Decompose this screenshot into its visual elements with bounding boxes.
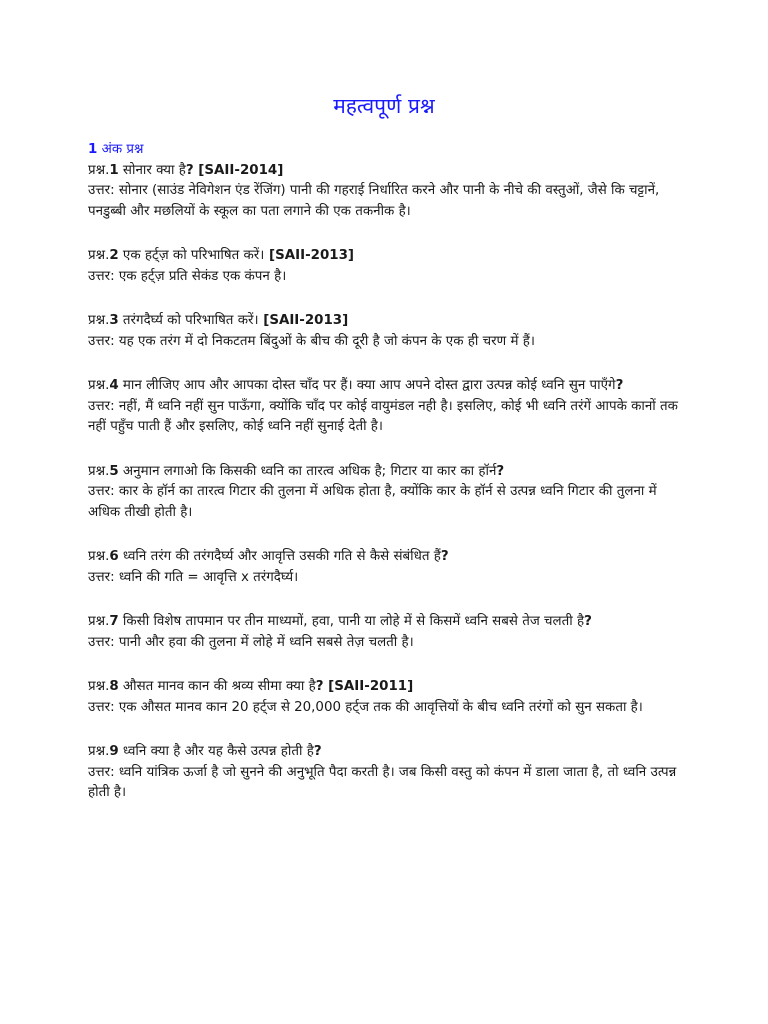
question-text: सोनार क्या है <box>118 162 186 178</box>
question-tag: ? <box>440 549 449 564</box>
question-number: 7 <box>109 614 119 629</box>
question-tag: ? [SAII-2014] <box>185 162 284 178</box>
question-number: 3 <box>109 313 119 328</box>
qa-item-8 <box>88 677 684 718</box>
question-tag: ? [SAII-2011] <box>315 679 414 694</box>
section-heading <box>88 140 684 161</box>
question <box>88 311 684 332</box>
section-label: अंक प्रश्न <box>101 142 144 157</box>
question-number: 1 <box>109 162 119 178</box>
answer: उत्तर: कार के हॉर्न का तारत्व गिटार की तुलना में अधिक होता है, क्योंकि कार के हॉर्न से उत्पन्न ध्वनि गिटार की तुलना में अधिक तीखी होती है। <box>88 484 657 520</box>
qa-item-4 <box>88 376 684 438</box>
question-number: 4 <box>109 378 119 393</box>
answer: उत्तर: एक औसत मानव कान 20 हर्ट्ज से 20,000 हर्ट्ज तक की आवृत्तियों के बीच ध्वनि तरंगों को सुन सकता है। <box>88 699 643 715</box>
question-prefix: प्रश्न. <box>88 549 110 564</box>
question-number: 6 <box>109 549 119 564</box>
question-prefix: प्रश्न. <box>88 378 110 393</box>
question <box>88 246 684 267</box>
question-text: किसी विशेष तापमान पर तीन माध्यमों, हवा, पानी या लोहे में से किसमें ध्वनि सबसे तेज चलती है <box>118 614 585 629</box>
question-tag: ? <box>584 614 592 629</box>
question <box>88 462 684 483</box>
answer: उत्तर: नहीं, मैं ध्वनि नहीं सुन पाऊँगा, क्योंकि चाँद पर कोई वायुमंडल नही है। इसलिए, कोई भी ध्वनि तरंगें आपके कानों तक नहीं पहुँच पाती हैं और इसलिए, कोई ध्वनि नहीं सुनाई देती है। <box>88 398 678 434</box>
question-tag: ? <box>313 744 322 759</box>
question <box>88 547 684 568</box>
question-tag: [SAII-2013] <box>258 313 349 328</box>
question-number: 2 <box>109 248 119 263</box>
question-tag: [SAII-2013] <box>264 248 355 263</box>
answer: उत्तर: ध्वनि की गति = आवृत्ति x तरंगदैर्घ्य। <box>88 569 299 585</box>
qa-item-5 <box>88 462 684 524</box>
question-text: एक हर्ट्ज़ को परिभाषित करें। <box>118 248 265 263</box>
question <box>88 742 684 763</box>
question-prefix: प्रश्न. <box>88 463 110 479</box>
question-text: औसत मानव कान की श्रव्य सीमा क्या है <box>118 679 316 694</box>
qa-item-6 <box>88 547 684 588</box>
question-prefix: प्रश्न. <box>88 162 110 178</box>
question-number: 8 <box>109 679 119 694</box>
qa-item-2 <box>88 246 684 287</box>
question-prefix: प्रश्न. <box>88 248 110 263</box>
question-number: 5 <box>109 463 119 479</box>
qa-item-7 <box>88 612 684 653</box>
question-text: ध्वनि तरंग की तरंगदैर्घ्य और आवृत्ति उसकी गति से कैसे संबंधित हैं <box>118 549 441 564</box>
qa-item-3 <box>88 311 684 352</box>
question-prefix: प्रश्न. <box>88 313 110 328</box>
question-prefix: प्रश्न. <box>88 614 110 629</box>
document-body <box>88 140 684 828</box>
answer: उत्तर: यह एक तरंग में दो निकटतम बिंदुओं के बीच की दूरी है जो कंपन के एक ही चरण में हैं। <box>88 333 535 349</box>
question-text: ध्वनि क्या है और यह कैसे उत्पन्न होती है <box>118 744 314 759</box>
page-title: महत्वपूर्ण प्रश्न <box>333 94 435 118</box>
question-text: तरंगदैर्घ्य को परिभाषित करें। <box>118 313 259 328</box>
question <box>88 677 684 698</box>
question <box>88 612 684 633</box>
answer: उत्तर: एक हर्ट्ज़ प्रति सेकंड एक कंपन है। <box>88 268 287 284</box>
section-number: 1 <box>88 142 98 157</box>
question <box>88 376 684 397</box>
answer: उत्तर: ध्वनि यांत्रिक ऊर्जा है जो सुनने की अनुभूति पैदा करती है। जब किसी वस्तु को कंपन में डाला जाता है, तो ध्वनि उत्पन्न होती है। <box>88 764 677 800</box>
question-prefix: प्रश्न. <box>88 679 110 694</box>
qa-item-9 <box>88 742 684 804</box>
question-text: अनुमान लगाओ कि किसकी ध्वनि का तारत्व अधिक है; गिटार या कार का हॉर्न <box>118 463 497 479</box>
question-number: 9 <box>109 744 119 759</box>
answer: उत्तर: पानी और हवा की तुलना में लोहे में ध्वनि सबसे तेज़ चलती है। <box>88 634 414 650</box>
question-tag: ? <box>496 463 505 479</box>
question-tag: ? <box>615 378 624 393</box>
question-text: मान लीजिए आप और आपका दोस्त चाँद पर हैं। क्या आप अपने दोस्त द्वारा उत्पन्न कोई ध्वनि सुन पाएँगे <box>118 378 616 393</box>
answer: उत्तर: सोनार (साउंड नेविगेशन एंड रेंजिंग) पानी की गहराई निर्धारित करने और पानी के नीचे की वस्तुओं, जैसे कि चट्टानें, पनडुब्बी और मछलियों के स्कूल का पता लगाने की एक तकनीक है। <box>88 183 660 219</box>
question <box>88 161 684 182</box>
qa-item-1 <box>88 161 684 223</box>
question-prefix: प्रश्न. <box>88 744 110 759</box>
